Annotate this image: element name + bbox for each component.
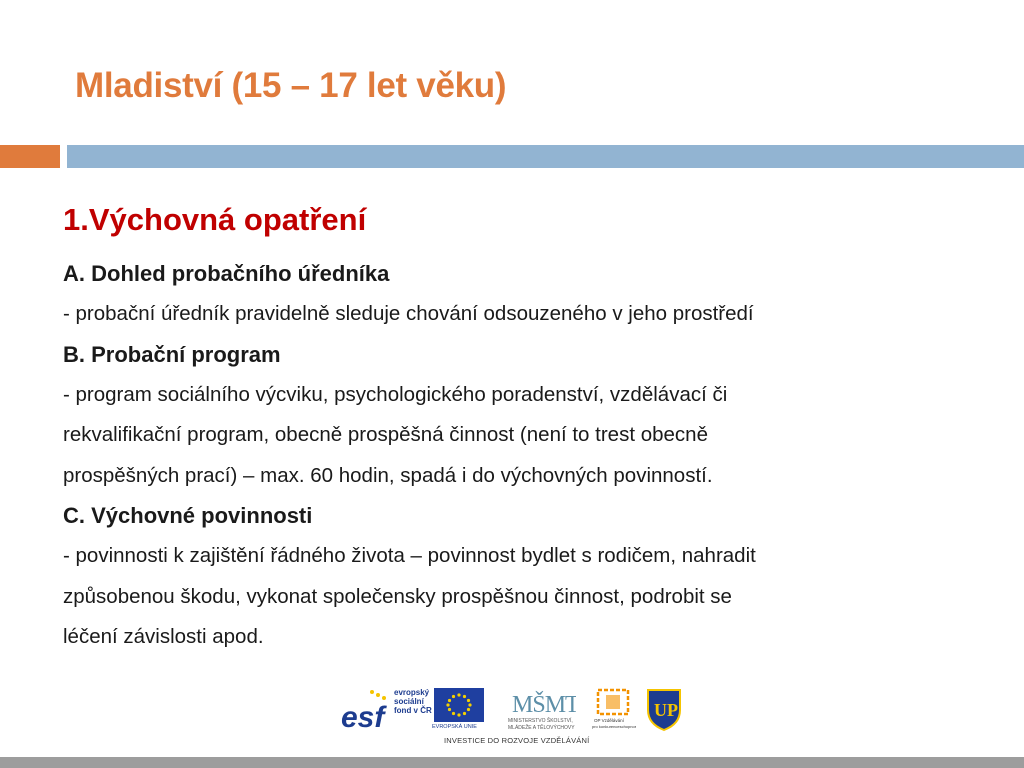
title-accent-bar-blue — [67, 145, 1024, 168]
svg-text:MŠMT: MŠMT — [512, 692, 576, 718]
esf-logo — [340, 687, 432, 733]
subsection-b-line-3: prospěšných prací) – max. 60 hodin, spadá i do výchovných povinností. — [63, 463, 713, 487]
svg-text:OP Vzdělávání: OP Vzdělávání — [594, 718, 624, 723]
funding-logos — [340, 684, 690, 748]
subsection-b-line-2: rekvalifikační program, obecně prospěšná činnost (není to trest obecně — [63, 423, 708, 446]
funding-caption: INVESTICE DO ROZVOJE VZDĚLÁVÁNÍ — [444, 736, 590, 745]
svg-text:esf: esf — [341, 701, 385, 733]
subsection-title-b: B. Probační program — [63, 341, 281, 367]
title-accent-bar-orange — [0, 145, 60, 168]
subsection-title-c: C. Výchovné povinnosti — [63, 503, 313, 528]
slide-title: Mladiství (15 – 17 let věku) — [75, 66, 507, 105]
section-heading: 1.Výchovná opatření — [63, 202, 367, 237]
subsection-a-line-1: - probační úředník pravidelně sleduje chování odsouzeného v jeho prostředí — [63, 302, 754, 325]
slide-content — [63, 198, 963, 658]
subsection-b-line-1: - program sociálního výcviku, psychologického poradenství, vzdělávací či — [63, 382, 728, 406]
esf-label: evropský sociální fond v ČR — [394, 688, 432, 715]
subsection-title-a: A. Dohled probačního úředníka — [63, 261, 390, 286]
eu-flag-logo — [434, 688, 484, 722]
subsection-c-line-2: způsobenou škodu, vykonat společensky prospěšnou činnost, podrobit se — [63, 584, 732, 608]
footer-bar — [0, 757, 1024, 768]
op-logo — [592, 686, 636, 730]
svg-text:pro konkurenceschopnost: pro konkurenceschopnost — [592, 724, 636, 729]
svg-text:MLÁDEŽE A TĚLOVÝCHOVY: MLÁDEŽE A TĚLOVÝCHOVY — [508, 725, 575, 731]
subsection-c-line-1: - povinnosti k zajištění řádného života – povinnost bydlet s rodičem, nahradit — [63, 544, 756, 567]
university-logo — [644, 686, 684, 732]
svg-text:UP: UP — [654, 700, 678, 720]
subsection-c-line-3: léčení závislosti apod. — [63, 625, 264, 648]
eu-label: EVROPSKÁ UNIE — [432, 724, 477, 730]
svg-text:MINISTERSTVO ŠKOLSTVÍ,: MINISTERSTVO ŠKOLSTVÍ, — [508, 718, 573, 724]
msmt-logo — [506, 686, 576, 734]
